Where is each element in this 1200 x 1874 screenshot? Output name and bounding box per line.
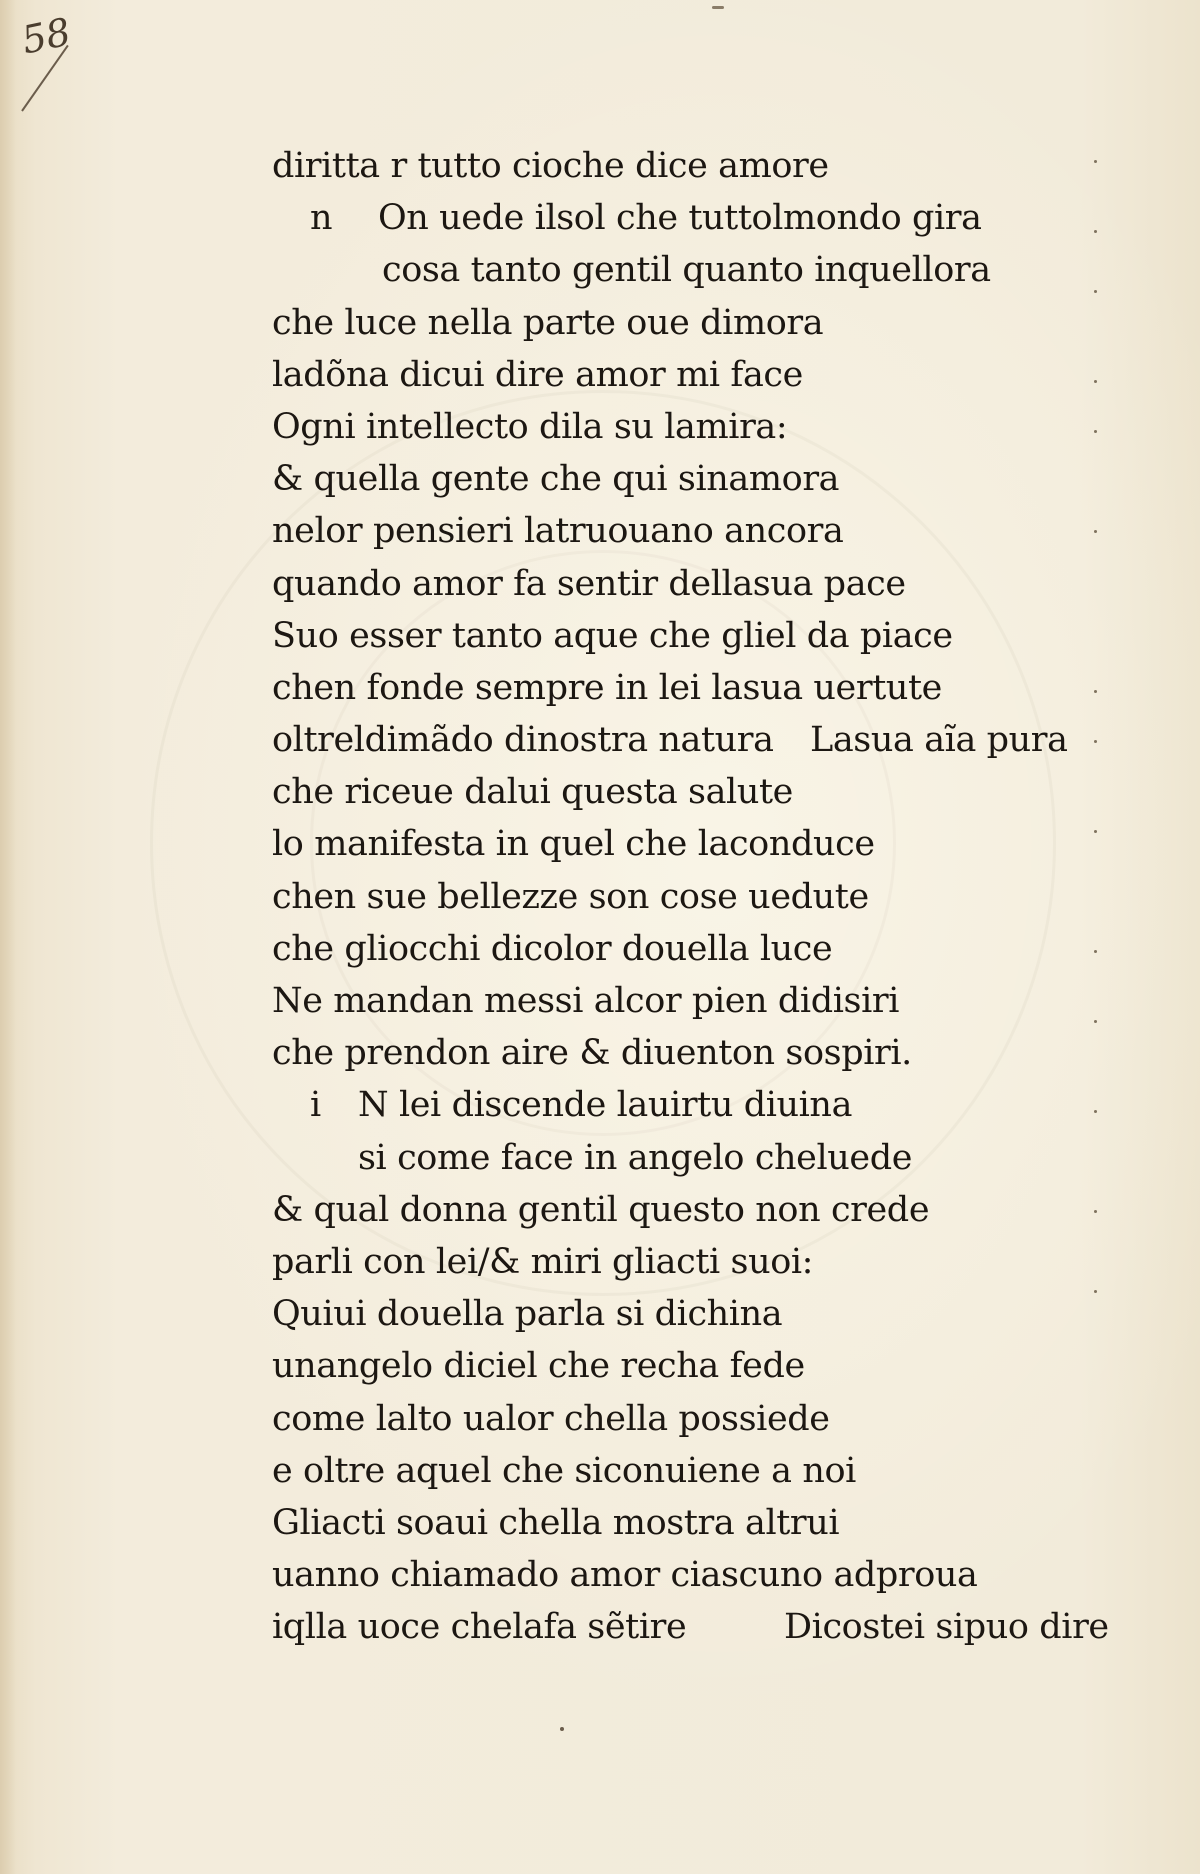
verse-line: & quella gente che qui sinamora <box>272 459 840 500</box>
verse-line: uanno chiamado amor ciascuno adproua <box>272 1555 978 1596</box>
verse-line: che luce nella parte oue dimora <box>272 302 824 343</box>
guide-letter: i <box>310 1085 321 1126</box>
verse-line: si come face in angelo cheluede <box>358 1137 913 1178</box>
verse-line: che gliocchi dicolor douella luce <box>272 928 833 969</box>
verse-line: Suo esser tanto aque che gliel da piace <box>272 615 953 656</box>
verse-line: chen sue bellezze son cose uedute <box>272 876 869 917</box>
verse-line: iqlla uoce chelafa sẽtire Dicostei sipuo dire <box>272 1601 1132 1653</box>
verse-line: e oltre aquel che siconuiene a noi <box>272 1450 856 1491</box>
marginal-verse-note: Lasua aĩa pura <box>810 720 1068 761</box>
verse-line: che prendon aire & diuenton sospiri. <box>272 1033 912 1074</box>
verse-line: & qual donna gentil questo non crede <box>272 1189 930 1230</box>
verse-line: come lalto ualor chella possiede <box>272 1398 830 1439</box>
verse-line: i N lei discende lauirtu diuina <box>272 1079 1132 1131</box>
page-gutter-shadow <box>0 0 16 1874</box>
verse-line: lo manifesta in quel che laconduce <box>272 824 875 865</box>
verse-line: unangelo diciel che recha fede <box>272 1346 805 1387</box>
verse-line: parli con lei/& miri gliacti suoi: <box>272 1241 814 1282</box>
verse-line: Quiui douella parla si dichina <box>272 1294 783 1335</box>
top-ink-mark <box>712 6 724 9</box>
verse-line: Ne mandan messi alcor pien didisiri <box>272 981 899 1021</box>
verse-line: n On uede ilsol che tuttolmondo gira <box>272 192 1132 244</box>
verse-line: ladõna dicui dire amor mi face <box>272 354 803 395</box>
verse-line: Gliacti soaui chella mostra altrui <box>272 1502 840 1543</box>
verse-line: che riceue dalui questa salute <box>272 772 793 813</box>
verse-line: chen fonde sempre in lei lasua uertute <box>272 667 942 708</box>
folio-number: 58 <box>17 9 75 63</box>
marginal-verse-note: Dicostei sipuo dire <box>784 1607 1109 1648</box>
guide-letter: n <box>310 198 333 239</box>
verse-line: diritta r tutto cioche dice amore <box>272 146 829 186</box>
verse-line: Ogni intellecto dila su lamira: <box>272 406 788 447</box>
bottom-ink-mark <box>560 1727 564 1731</box>
verse-line: nelor pensieri latruouano ancora <box>272 511 844 552</box>
verse-line: cosa tanto gentil quanto inquellora <box>382 250 991 291</box>
right-margin-ink-specks <box>1074 130 1114 1430</box>
verse-line: oltreldimãdo dinostra natura Lasua aĩa pura <box>272 714 1132 766</box>
verse-text-block <box>272 140 1132 1653</box>
verse-line: quando amor fa sentir dellasua pace <box>272 563 906 604</box>
